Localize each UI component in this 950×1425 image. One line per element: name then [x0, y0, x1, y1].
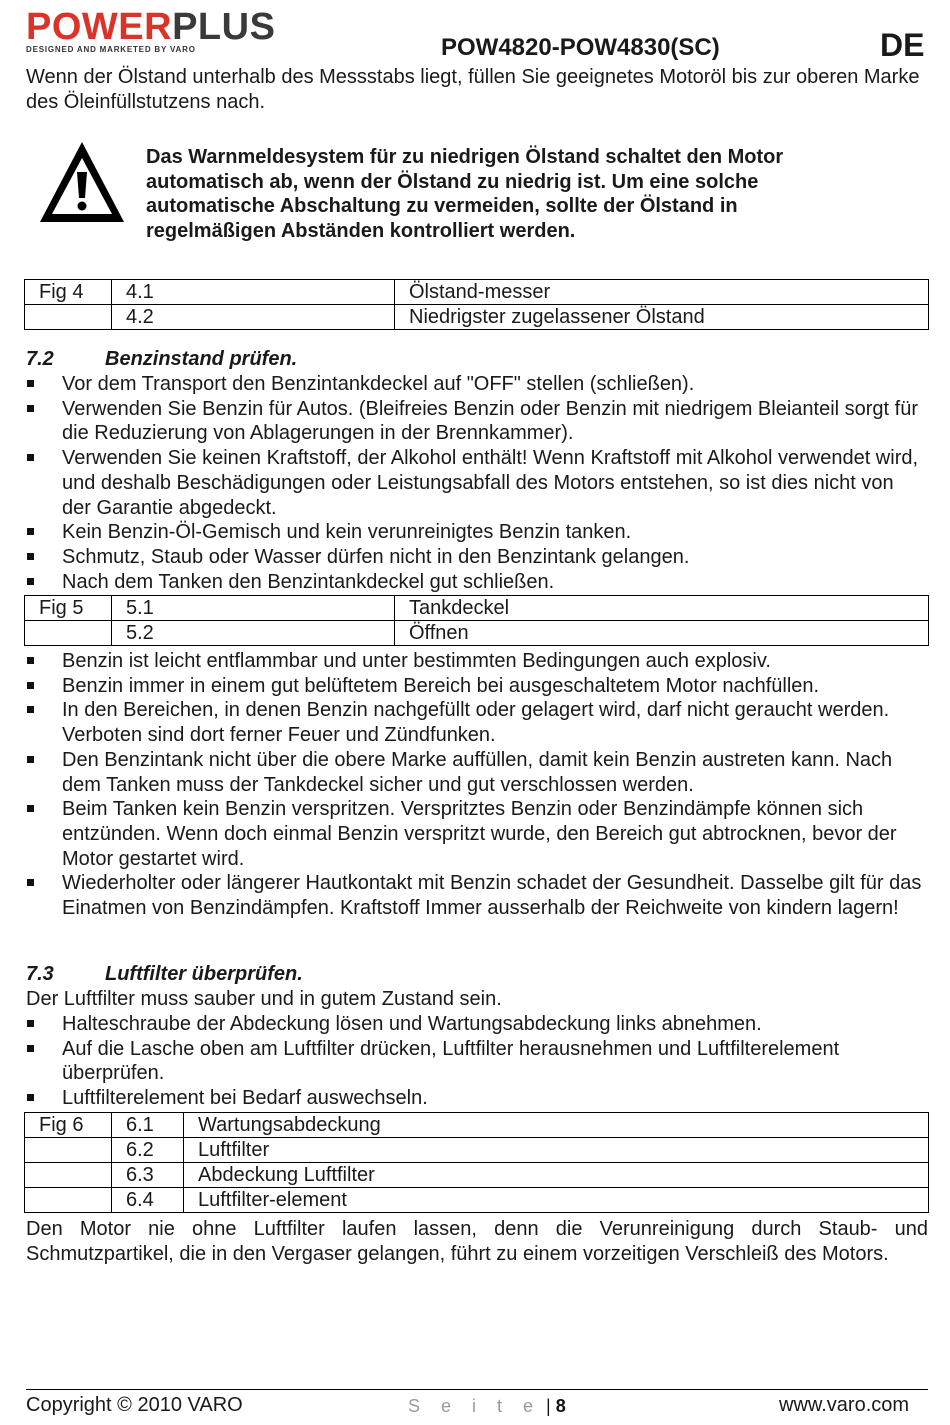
warning-line: regelmäßigen Abständen kontrolliert werden. — [146, 220, 576, 243]
fig-label — [25, 1138, 112, 1163]
language-code: DE — [880, 27, 925, 63]
part-label: Luftfilter-element — [184, 1188, 929, 1213]
bullet-icon — [27, 879, 34, 886]
fig-label — [25, 305, 112, 330]
bullet-icon — [27, 454, 34, 461]
bullet-icon — [27, 756, 34, 763]
closing-paragraph: Den Motor nie ohne Luftfilter laufen lassen, denn die Verunreinigung durch Staub- und Schmutzpartikel, die in den Vergaser gelangen, führt zu einem vorzeitigen Verschleiß des Motors. — [26, 1218, 928, 1265]
fuel-safety-list-b — [24, 649, 928, 921]
part-label: Abdeckung Luftfilter — [184, 1163, 929, 1188]
table-row — [25, 280, 929, 305]
fig-label: Fig 5 — [25, 596, 112, 621]
list-item: Schmutz, Staub oder Wasser dürfen nicht in den Benzintank gelangen. — [24, 545, 928, 570]
list-item: Auf die Lasche oben am Luftfilter drücken, Luftfilter herausnehmen und Luftfilterelement überprüfen. — [24, 1037, 928, 1086]
table-row — [25, 596, 929, 621]
list-item: Nach dem Tanken den Benzintankdeckel gut schließen. — [24, 570, 928, 595]
section-title: Benzinstand prüfen. — [105, 348, 298, 370]
footer-url: www.varo.com — [779, 1394, 910, 1416]
warning-line: Das Warnmeldesystem für zu niedrigen Ölstand schaltet den Motor — [146, 146, 784, 168]
part-number: 4.1 — [112, 280, 395, 305]
air-filter-intro: Der Luftfilter muss sauber und in gutem Zustand sein. — [26, 988, 502, 1010]
list-item: Verwenden Sie Benzin für Autos. (Bleifreies Benzin oder Benzin mit niedrigem Bleianteil sorgt für die Reduzierung von Ablagerungen in der Brennkammer). — [24, 397, 928, 446]
list-item: Vor dem Transport den Benzintankdeckel auf "OFF" stellen (schließen). — [24, 372, 928, 397]
footer-divider — [26, 1389, 928, 1390]
section-number: 7.3 — [26, 963, 54, 985]
footer-copyright: Copyright © 2010 VARO — [26, 1394, 243, 1416]
section-title: Luftfilter überprüfen. — [105, 963, 303, 985]
list-item: Luftfilterelement bei Bedarf auswechseln. — [24, 1086, 928, 1111]
list-item: Benzin immer in einem gut belüftetem Bereich bei ausgeschaltetem Motor nachfüllen. — [24, 674, 928, 699]
section-number: 7.2 — [26, 348, 54, 370]
warning-line: automatische Abschaltung zu vermeiden, sollte der Ölstand in — [146, 195, 738, 218]
page-word: S e i t e — [408, 1396, 542, 1416]
bullet-icon — [27, 405, 34, 412]
fuel-check-list-a — [24, 372, 928, 594]
bullet-icon — [27, 1045, 34, 1052]
bullet-icon — [27, 553, 34, 560]
fig-label — [25, 1163, 112, 1188]
fig-label: Fig 4 — [25, 280, 112, 305]
part-number: 5.2 — [112, 621, 395, 646]
model-number: POW4820-POW4830(SC) — [441, 34, 720, 61]
bullet-icon — [27, 706, 34, 713]
list-item: In den Bereichen, in denen Benzin nachgefüllt oder gelagert wird, darf nicht geraucht werden. Verboten sind dort ferner Feuer und Zündfunken. — [24, 698, 928, 747]
bullet-icon — [27, 1094, 34, 1101]
section-heading-7-2 — [26, 347, 297, 372]
list-item: Verwenden Sie keinen Kraftstoff, der Alkohol enthält! Wenn Kraftstoff mit Alkohol verwendet wird, und deshalb Beschädigungen oder Leistungsabfall des Motors entstehen, so ist dies nicht von der Garantie abgedeckt. — [24, 446, 928, 520]
part-number: 6.3 — [112, 1163, 184, 1188]
fig-label — [25, 1188, 112, 1213]
fig6-legend-table — [24, 1112, 929, 1213]
bullet-icon — [27, 380, 34, 387]
part-number: 6.1 — [112, 1113, 184, 1138]
bullet-icon — [27, 578, 34, 585]
bullet-icon — [27, 805, 34, 812]
bullet-icon — [27, 528, 34, 535]
page-separator: | — [546, 1396, 551, 1416]
list-item: Beim Tanken kein Benzin verspritzen. Verspritztes Benzin oder Benzindämpfe können sich entzünden. Wenn doch einmal Benzin verspritzt wurde, den Bereich gut abtrocknen, bevor der Motor gestartet wird. — [24, 797, 928, 871]
intro-paragraph: Wenn der Ölstand unterhalb des Messstabs liegt, füllen Sie geeignetes Motoröl bis zur oberen Marke des Öleinfüllstutzens nach. — [26, 66, 920, 113]
part-label: Wartungsabdeckung — [184, 1113, 929, 1138]
list-item: Den Benzintank nicht über die obere Marke auffüllen, damit kein Benzin austreten kann. Nach dem Tanken muss der Tankdeckel sicher und gut verschlossen werden. — [24, 748, 928, 797]
part-number: 6.4 — [112, 1188, 184, 1213]
bullet-icon — [27, 657, 34, 664]
part-label: Luftfilter — [184, 1138, 929, 1163]
warning-line: automatisch ab, wenn der Ölstand zu niedrig ist. Um eine solche — [146, 170, 759, 193]
table-row — [25, 1163, 929, 1188]
part-label: Niedrigster zugelassener Ölstand — [395, 305, 929, 330]
table-row — [25, 1188, 929, 1213]
part-number: 4.2 — [112, 305, 395, 330]
footer-page-indicator — [408, 1396, 566, 1417]
brand-tagline: DESIGNED AND MARKETED BY VARO — [26, 45, 196, 54]
brand-wordmark: POWERPLUS — [26, 6, 276, 48]
part-label: Tankdeckel — [395, 596, 929, 621]
list-item: Halteschraube der Abdeckung lösen und Wartungsabdeckung links abnehmen. — [24, 1012, 928, 1037]
warning-triangle-icon — [36, 138, 128, 226]
table-row — [25, 1138, 929, 1163]
page-number: 8 — [555, 1396, 566, 1416]
brand-logo — [26, 6, 348, 54]
table-row — [25, 1113, 929, 1138]
bullet-icon — [27, 682, 34, 689]
table-row — [25, 305, 929, 330]
list-item: Kein Benzin-Öl-Gemisch und kein verunreinigtes Benzin tanken. — [24, 520, 928, 545]
section-heading-7-3 — [26, 962, 303, 987]
oil-warning-text — [146, 145, 866, 244]
fig5-legend-table — [24, 595, 929, 646]
fig-label — [25, 621, 112, 646]
bullet-icon — [27, 1020, 34, 1027]
air-filter-list — [24, 1012, 928, 1111]
list-item: Wiederholter oder längerer Hautkontakt mit Benzin schadet der Gesundheit. Dasselbe gilt für das Einatmen von Benzindämpfen. Kraftstoff Immer ausserhalb der Reichweite von kindern lagern! — [24, 871, 928, 920]
fig4-legend-table — [24, 279, 929, 330]
fig-label: Fig 6 — [25, 1113, 112, 1138]
part-label: Öffnen — [395, 621, 929, 646]
list-item: Benzin ist leicht entflammbar und unter bestimmten Bedingungen auch explosiv. — [24, 649, 928, 674]
part-number: 5.1 — [112, 596, 395, 621]
table-row — [25, 621, 929, 646]
part-label: Ölstand-messer — [395, 280, 929, 305]
part-number: 6.2 — [112, 1138, 184, 1163]
